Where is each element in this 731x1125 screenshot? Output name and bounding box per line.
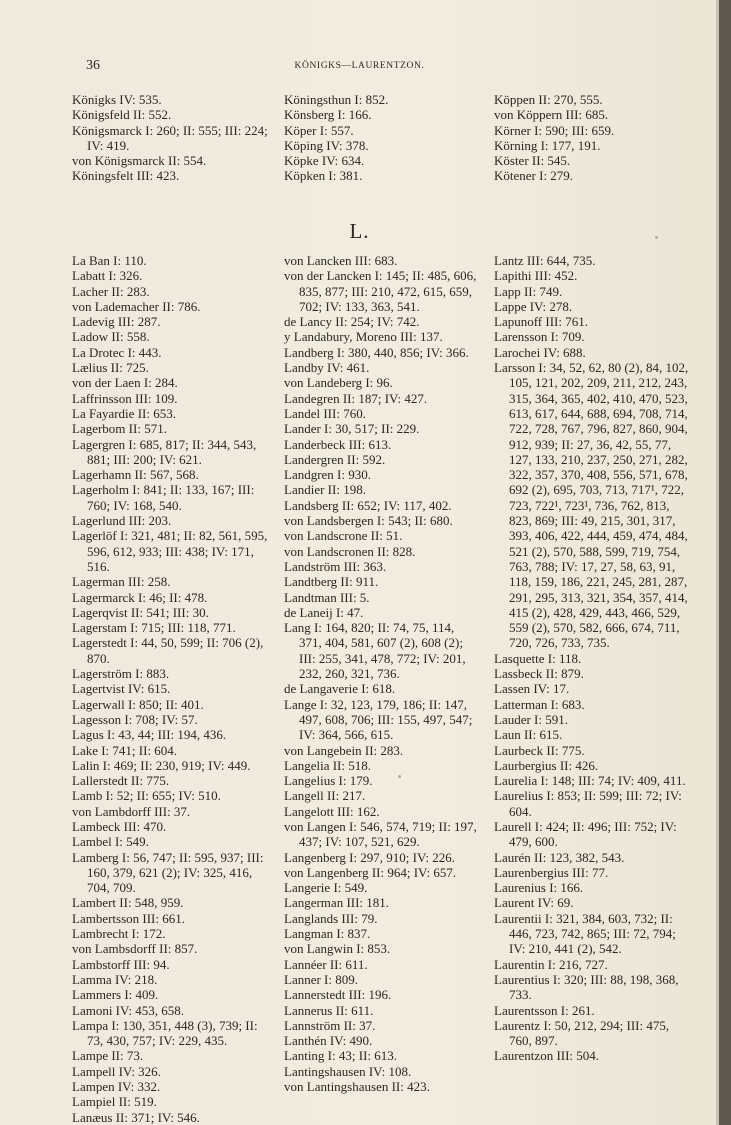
index-entry: von Langwin I: 853.: [284, 941, 391, 957]
index-entry: Laurelia I: 148; III: 74; IV: 409, 411.: [494, 773, 686, 789]
index-entry: Lapithi III: 452.: [494, 268, 578, 284]
index-entry: Lambrecht I: 172.: [72, 926, 166, 942]
index-entry: Lanæus II: 371; IV: 546.: [72, 1109, 200, 1125]
index-entry: von Langebein II: 283.: [284, 742, 404, 758]
index-entry: Lapunoff III: 761.: [494, 314, 588, 330]
index-entry: Lander I: 30, 517; II: 229.: [284, 421, 420, 437]
index-entry: Kötener I: 279.: [494, 168, 574, 184]
index-entry: Laurentin I: 216, 727.: [494, 956, 608, 972]
index-entry: Köper I: 557.: [284, 122, 354, 138]
index-entry: von Lademacher II: 786.: [72, 298, 201, 314]
index-entry: Laffrinsson III: 109.: [72, 390, 178, 406]
index-entry: Laurenbergius III: 77.: [494, 864, 609, 880]
index-entry: Lampen IV: 332.: [72, 1079, 161, 1095]
index-entry: von Köppern III: 685.: [494, 107, 609, 123]
index-entry: Lagergren I: 685, 817; II: 344, 543, 881; III: 200; IV: 621.: [72, 436, 257, 467]
index-entry: Laurenius I: 166.: [494, 880, 584, 896]
index-entry: Lagerstam I: 715; III: 118, 771.: [72, 620, 236, 636]
book-edge: [719, 0, 731, 1125]
index-entry: von Landscrone II: 51.: [284, 528, 403, 544]
index-entry: Köping IV: 378.: [284, 137, 369, 153]
index-entry: von Königsmarck II: 554.: [72, 153, 207, 169]
index-entry: Lagerhamn II: 567, 568.: [72, 467, 199, 483]
index-entry: Lagerman III: 258.: [72, 574, 171, 590]
index-entry: von der Laen I: 284.: [72, 375, 178, 391]
index-entry: Landergren II: 592.: [284, 451, 386, 467]
index-entry: Laurent IV: 69.: [494, 895, 574, 911]
index-entry: Lammers I: 409.: [72, 987, 159, 1003]
index-entry: Lagermarck I: 46; II: 478.: [72, 589, 208, 605]
index-entry: Lagerstedt I: 44, 50, 599; II: 706 (2), 870.: [72, 635, 264, 666]
index-entry: Köningsfelt III: 423.: [72, 168, 180, 184]
top-column-3: [494, 92, 690, 184]
index-entry: Laurentzon III: 504.: [494, 1048, 600, 1064]
index-entry: Lasquette I: 118.: [494, 650, 582, 666]
index-entry: Köningsthun I: 852.: [284, 92, 389, 107]
index-entry: Lagerlund III: 203.: [72, 513, 172, 529]
index-entry: Lambertsson III: 661.: [72, 910, 186, 926]
index-entry: Lagerwall I: 850; II: 401.: [72, 696, 204, 712]
index-entry: Lange I: 32, 123, 179, 186; II: 147, 497, 608, 706; III: 155, 497, 547; IV: 364, 566, 615.: [284, 696, 473, 743]
index-entry: Landier II: 198.: [284, 482, 366, 498]
paper-speck: [398, 775, 401, 778]
index-entry: Lake I: 741; II: 604.: [72, 742, 178, 758]
index-entry: Königsfeld II: 552.: [72, 107, 172, 123]
index-column-3: [494, 253, 690, 1064]
paper-speck: [655, 236, 658, 239]
index-entry: Köppen II: 270, 555.: [494, 92, 603, 107]
index-entry: Lampiel II: 519.: [72, 1094, 157, 1110]
index-entry: Ladow II: 558.: [72, 329, 150, 345]
index-entry: Lagerbom II: 571.: [72, 421, 167, 437]
index-entry: Langelia II: 518.: [284, 757, 371, 773]
index-entry: Lappe IV: 278.: [494, 298, 573, 314]
index-entry: Landtberg II: 911.: [284, 574, 379, 590]
index-entry: von Lantingshausen II: 423.: [284, 1079, 430, 1095]
index-entry: Labatt I: 326.: [72, 268, 143, 284]
index-entry: Lannström II: 37.: [284, 1017, 376, 1033]
index-entry: Lanting I: 43; II: 613.: [284, 1048, 398, 1064]
index-entry: Köpken I: 381.: [284, 168, 363, 184]
index-entry: von Lambdorff III: 37.: [72, 803, 191, 819]
top-column-1: [72, 92, 268, 184]
index-entry: Landegren II: 187; IV: 427.: [284, 390, 428, 406]
index-entry: Lacher II: 283.: [72, 283, 150, 299]
index-entry: Langerman III: 181.: [284, 895, 390, 911]
index-entry: Laurbeck II: 775.: [494, 742, 585, 758]
index-column-2: [284, 253, 480, 1094]
index-entry: Langelott III: 162.: [284, 803, 380, 819]
index-entry: Lambstorff III: 94.: [72, 956, 170, 972]
index-entry: Köster II: 545.: [494, 153, 571, 169]
index-entry: Lallerstedt II: 775.: [72, 773, 170, 789]
index-entry: Laurentsson I: 261.: [494, 1002, 595, 1018]
index-entry: Lagesson I: 708; IV: 57.: [72, 711, 198, 727]
index-entry: Langell II: 217.: [284, 788, 366, 804]
index-entry: Laurelius I: 853; II: 599; III: 72; IV: 604.: [494, 788, 682, 819]
index-entry: La Fayardie II: 653.: [72, 405, 176, 421]
index-entry: Landsberg II: 652; IV: 117, 402.: [284, 497, 452, 513]
index-entry: de Laneij I: 47.: [284, 604, 364, 620]
index-entry: Langenberg I: 297, 910; IV: 226.: [284, 849, 456, 865]
index-entry: Langerie I: 549.: [284, 880, 368, 896]
index-entry: Körning I: 177, 191.: [494, 137, 601, 153]
index-entry: Lagertvist IV: 615.: [72, 681, 171, 697]
index-entry: Lanthén IV: 490.: [284, 1033, 373, 1049]
index-entry: Landström III: 363.: [284, 558, 387, 574]
top-column-2: [284, 92, 480, 184]
index-entry: von Landsbergen I: 543; II: 680.: [284, 513, 453, 529]
index-entry: Ladevig III: 287.: [72, 314, 161, 330]
index-entry: von der Lancken I: 145; II: 485, 606, 835, 877; III: 210, 472, 615, 659, 702; IV: 133, 363, 541.: [284, 268, 477, 314]
running-title: KÖNIGKS—LAURENTZON.: [294, 61, 425, 71]
index-entry: Laun II: 615.: [494, 727, 563, 743]
index-entry: von Landeberg I: 96.: [284, 375, 393, 391]
index-entry: Laurell I: 424; II: 496; III: 752; IV: 479, 600.: [494, 818, 677, 850]
index-entry: Lalin I: 469; II: 230, 919; IV: 449.: [72, 757, 251, 773]
index-entry: Lamb I: 52; II: 655; IV: 510.: [72, 788, 221, 804]
index-entry: von Landscronen II: 828.: [284, 543, 416, 559]
index-entry: Larensson I: 709.: [494, 329, 585, 345]
index-entry: Laurén II: 123, 382, 543.: [494, 849, 625, 865]
index-entry: Lampell IV: 326.: [72, 1063, 161, 1079]
index-entry: Lagerström I: 883.: [72, 666, 170, 682]
index-entry: Köpke IV: 634.: [284, 153, 365, 169]
index-entry: Lagus I: 43, 44; III: 194, 436.: [72, 727, 227, 743]
index-entry: Lamberg I: 56, 747; II: 595, 937; III: 160, 379, 621 (2); IV: 325, 416, 704, 709.: [72, 849, 264, 896]
index-entry: Lassen IV: 17.: [494, 681, 570, 697]
index-entry: Lang I: 164, 820; II: 74, 75, 114, 371, 404, 581, 607 (2), 608 (2); III: 255, 341, 478, 772; IV: 201, 232, 260, 321, 736.: [284, 620, 466, 682]
index-entry: Larochei IV: 688.: [494, 344, 586, 360]
index-entry: Latterman I: 683.: [494, 696, 585, 712]
page-header: [0, 58, 719, 78]
index-entry: Lannéer II: 611.: [284, 956, 368, 972]
index-entry: Lannerus II: 611.: [284, 1002, 374, 1018]
index-entry: Landgren I: 930.: [284, 467, 372, 483]
index-entry: Körner I: 590; III: 659.: [494, 122, 615, 138]
index-entry: Lapp II: 749.: [494, 283, 563, 299]
index-entry: Landby IV: 461.: [284, 360, 370, 376]
index-entry: Lampe II: 73.: [72, 1048, 144, 1064]
index-entry: Lantingshausen IV: 108.: [284, 1063, 412, 1079]
index-entry: Lantz III: 644, 735.: [494, 253, 596, 268]
index-entry: Lælius II: 725.: [72, 360, 149, 376]
index-column-1: [72, 253, 268, 1125]
index-entry: y Landabury, Moreno III: 137.: [284, 329, 443, 345]
section-letter-heading: L.: [349, 219, 370, 243]
index-entry: Lagerlöf I: 321, 481; II: 82, 561, 595, 596, 612, 933; III: 438; IV: 171, 516.: [72, 528, 268, 574]
index-entry: Laurentius I: 320; III: 88, 198, 368, 733.: [494, 971, 679, 1003]
index-entry: de Langaverie I: 618.: [284, 681, 396, 697]
index-entry: Landtman III: 5.: [284, 589, 370, 605]
index-entry: Lanner I: 809.: [284, 971, 359, 987]
index-entry: de Lancy II: 254; IV: 742.: [284, 314, 420, 330]
index-entry: von Langenberg II: 964; IV: 657.: [284, 864, 457, 880]
index-entry: Laurentii I: 321, 384, 603, 732; II: 446, 723, 742, 865; III: 72, 794; IV: 210, 441 (2), 542.: [494, 910, 676, 957]
index-entry: Laurbergius II: 426.: [494, 757, 599, 773]
index-entry: La Drotec I: 443.: [72, 344, 162, 360]
index-entry: Lamma IV: 218.: [72, 971, 158, 987]
index-entry: von Lancken III: 683.: [284, 253, 398, 268]
index-entry: Lauder I: 591.: [494, 711, 569, 727]
index-entry: Königks IV: 535.: [72, 92, 162, 107]
index-entry: Langman I: 837.: [284, 926, 371, 942]
index-entry: Laurentz I: 50, 212, 294; III: 475, 760, 897.: [494, 1017, 670, 1049]
index-entry: Lagerqvist II: 541; III: 30.: [72, 604, 209, 620]
index-entry: von Langen I: 546, 574, 719; II: 197, 437; IV: 107, 521, 629.: [284, 818, 477, 850]
index-entry: Langelius I: 179.: [284, 773, 373, 789]
index-entry: Lambeck III: 470.: [72, 818, 167, 834]
index-entry: Landel III: 760.: [284, 405, 366, 421]
index-entry: Lampa I: 130, 351, 448 (3), 739; II: 73, 430, 757; IV: 229, 435.: [72, 1017, 258, 1049]
index-entry: Lamoni IV: 453, 658.: [72, 1002, 185, 1018]
index-entry: Landerbeck III: 613.: [284, 436, 392, 452]
index-entry: Lambel I: 549.: [72, 834, 149, 850]
index-entry: Lannerstedt III: 196.: [284, 987, 392, 1003]
index-entry: La Ban I: 110.: [72, 253, 147, 268]
index-entry: Landberg I: 380, 440, 856; IV: 366.: [284, 344, 469, 360]
index-entry: Lassbeck II: 879.: [494, 666, 584, 682]
index-entry: Königsmarck I: 260; II: 555; III: 224; IV: 419.: [72, 122, 268, 153]
index-entry: Könsberg I: 166.: [284, 107, 372, 123]
index-entry: Lagerholm I: 841; II: 133, 167; III: 760; IV: 168, 540.: [72, 482, 255, 513]
index-entry: von Lambsdorff II: 857.: [72, 941, 198, 957]
index-entry: Lambert II: 548, 959.: [72, 895, 184, 911]
index-entry: Larsson I: 34, 52, 62, 80 (2), 84, 102, 105, 121, 202, 209, 211, 212, 243, 315, 364, 365, 402, 410, 470, 523, 613, 617, 644, 688, 694, 708, 714, 722, 728, 767, 796, 827, 860, 904, 912, 939; II: 27, 36, 42, 55, 77, 127, 133, 210, 237, 250, 271, 282, 322, 357, 370, 408, 556, 571, 678, 692 (2), 695, 703, 713, 717¹, 722, 723, 722¹, 723¹, 736, 762, 813, 823, 869; III: 49, 215, 301, 317, 393, 406, 422, 444, 459, 474, 484, 521 (2), 570, 588, 599, 719, 754, 763, 788; IV: 17, 27, 58, 63, 91, 118, 159, 186, 221, 245, 281, 287, 291, 295, 313, 321, 354, 357, 414, 415 (2), 428, 429, 443, 466, 529, 559 (2), 570, 582, 666, 674, 711, 720, 726, 733, 735.: [494, 360, 689, 651]
page-number: 36: [86, 58, 100, 73]
index-entry: Langlands III: 79.: [284, 910, 378, 926]
